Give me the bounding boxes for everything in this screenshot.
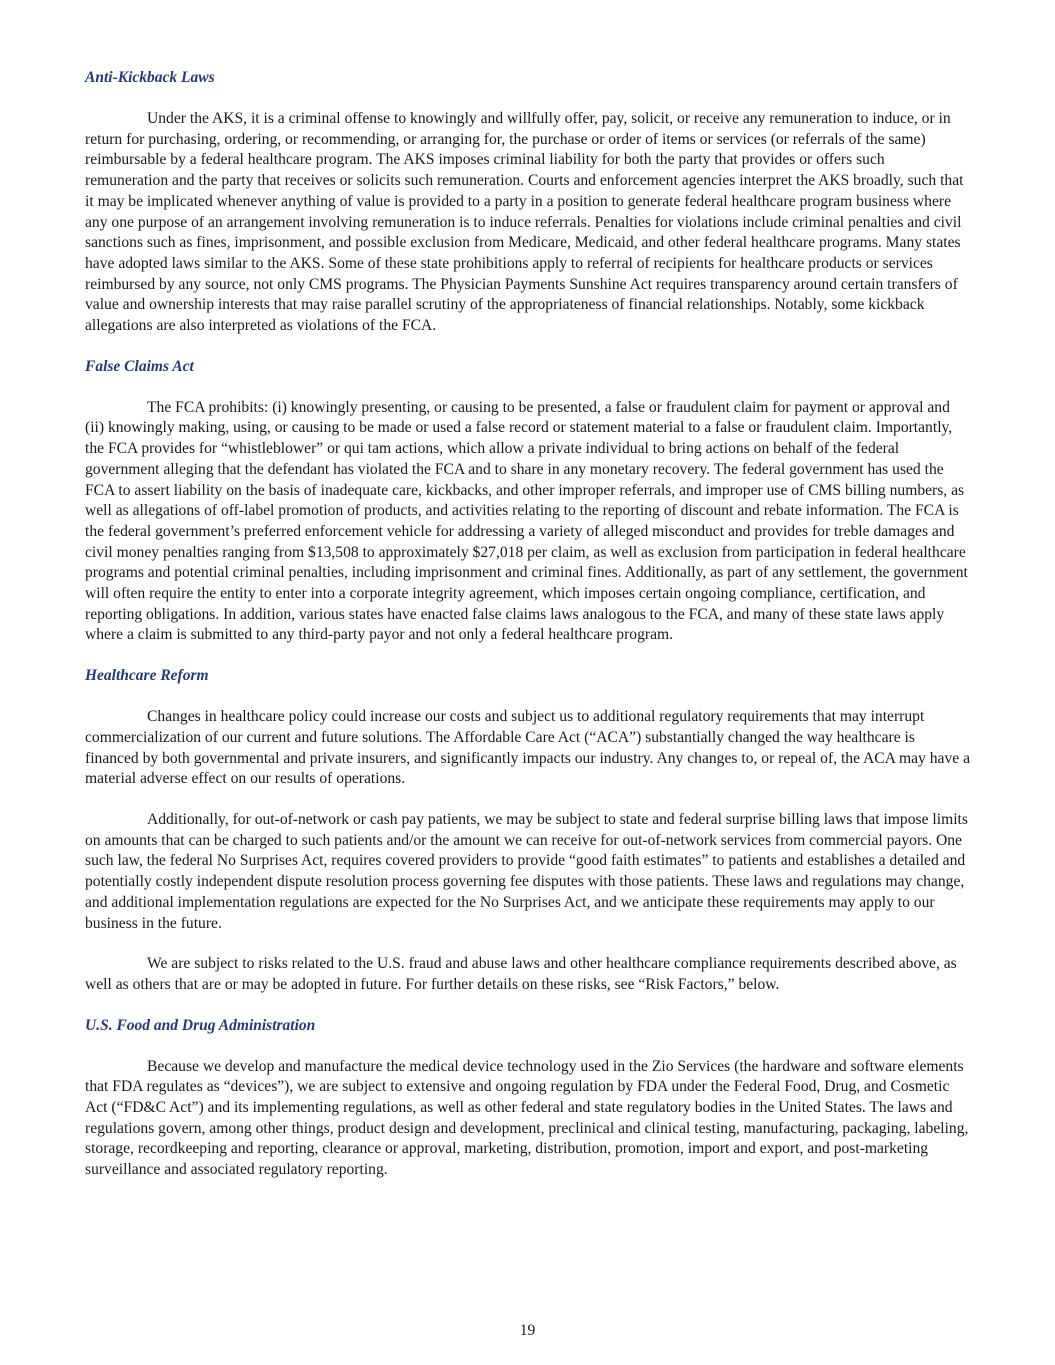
paragraph-anti-kickback: Under the AKS, it is a criminal offense to knowingly and willfully offer, pay, solicit, or receive any remuneration to induce, or in return for purchasing, ordering, or recommending, or arranging for, the purchase or order of items or services (or referrals of the same) reimbursable by a federal healthcare program. The AKS imposes criminal liability for both the party that provides or offers such remuneration and the party that receives or solicits such remuneration. Courts and enforcement agencies interpret the AKS broadly, such that it may be implicated whenever anything of value is provided to a party in a position to generate federal healthcare program business where any one purpose of an arrangement involving remuneration is to induce referrals. Penalties for violations include criminal penalties and civil sanctions such as fines, imprisonment, and possible exclusion from Medicare, Medicaid, and other federal healthcare programs. Many states have adopted laws similar to the AKS. Some of these state prohibitions apply to referral of recipients for healthcare products or services reimbursed by any source, not only CMS programs. The Physician Payments Sunshine Act requires transparency around certain transfers of value and ownership interests that may raise parallel scrutiny of the appropriateness of financial relationships. Notably, some kickback allegations are also interpreted as violations of the FCA. (85, 110, 964, 335)
section-heading-anti-kickback: Anti-Kickback Laws (85, 69, 215, 86)
document-page (85, 68, 971, 1201)
paragraph-fda: Because we develop and manufacture the medical device technology used in the Zio Services (the hardware and software elements that FDA regulates as “devices”), we are subject to extensive and ongoing regulation by FDA under the Federal Food, Drug, and Cosmetic Act (“FD&C Act”) and its implementing regulations, as well as other federal and state regulatory bodies in the United States. The laws and regulations govern, among other things, product design and development, preclinical and clinical testing, manufacturing, packaging, labeling, storage, recordkeeping and reporting, clearance or approval, marketing, distribution, promotion, import and export, and post-marketing surveillance and associated regulatory reporting. (85, 1057, 969, 1179)
paragraph-healthcare-reform-3: We are subject to risks related to the U.S. fraud and abuse laws and other healthcare compliance requirements described above, as well as others that are or may be adopted in future. For further details on these risks, see “Risk Factors,” below. (85, 955, 957, 993)
paragraph-healthcare-reform-1: Changes in healthcare policy could increase our costs and subject us to additional regulatory requirements that may interrupt commercialization of our current and future solutions. The Affordable Care Act (“ACA”) substantially changed the way healthcare is financed by both governmental and private insurers, and significantly impacts our industry. Any changes to, or repeal of, the ACA may have a material adverse effect on our results of operations. (85, 708, 970, 788)
section-heading-false-claims: False Claims Act (85, 357, 194, 375)
paragraph-healthcare-reform-2: Additionally, for out-of-network or cash pay patients, we may be subject to state and federal surprise billing laws that impose limits on amounts that can be charged to such patients and/or the amount we can receive for out-of-network services from commercial payors. One such law, the federal No Surprises Act, requires covered providers to provide “good faith estimates” to patients and establishes a detailed and potentially costly independent dispute resolution process governing fee disputes with those patients. These laws and regulations may change, and additional implementation regulations are expected for the No Surprises Act, and we anticipate these requirements may apply to our business in the future. (85, 810, 968, 932)
paragraph-false-claims: The FCA prohibits: (i) knowingly presenting, or causing to be presented, a false or fraudulent claim for payment or approval and (ii) knowingly making, using, or causing to be made or used a false record or statement material to a false or fraudulent claim. Importantly, the FCA provides for “whistleblower” or qui tam actions, which allow a private individual to bring actions on behalf of the federal government alleging that the defendant has violated the FCA and to share in any monetary recovery. The federal government has used the FCA to assert liability on the basis of inadequate care, kickbacks, and other improper referrals, and improper use of CMS billing numbers, as well as allegations of off-label promotion of products, and activities relating to the reporting of discount and rebate information. The FCA is the federal government’s preferred enforcement vehicle for addressing a variety of alleged misconduct and provides for treble damages and civil money penalties ranging from $13,508 to approximately $27,018 per claim, as well as exclusion from participation in federal healthcare programs and potential criminal penalties, including imprisonment and criminal fines. Additionally, as part of any settlement, the government will often require the entity to enter into a corporate integrity agreement, which imposes certain ongoing compliance, certification, and reporting obligations. In addition, various states have enacted false claims laws analogous to the FCA, and many of these state laws apply where a claim is submitted to any third-party payor and not only a federal healthcare program. (85, 398, 968, 644)
section-heading-fda: U.S. Food and Drug Administration (85, 1016, 316, 1034)
page-number: 19 (519, 1322, 536, 1339)
section-heading-healthcare-reform: Healthcare Reform (85, 667, 209, 685)
